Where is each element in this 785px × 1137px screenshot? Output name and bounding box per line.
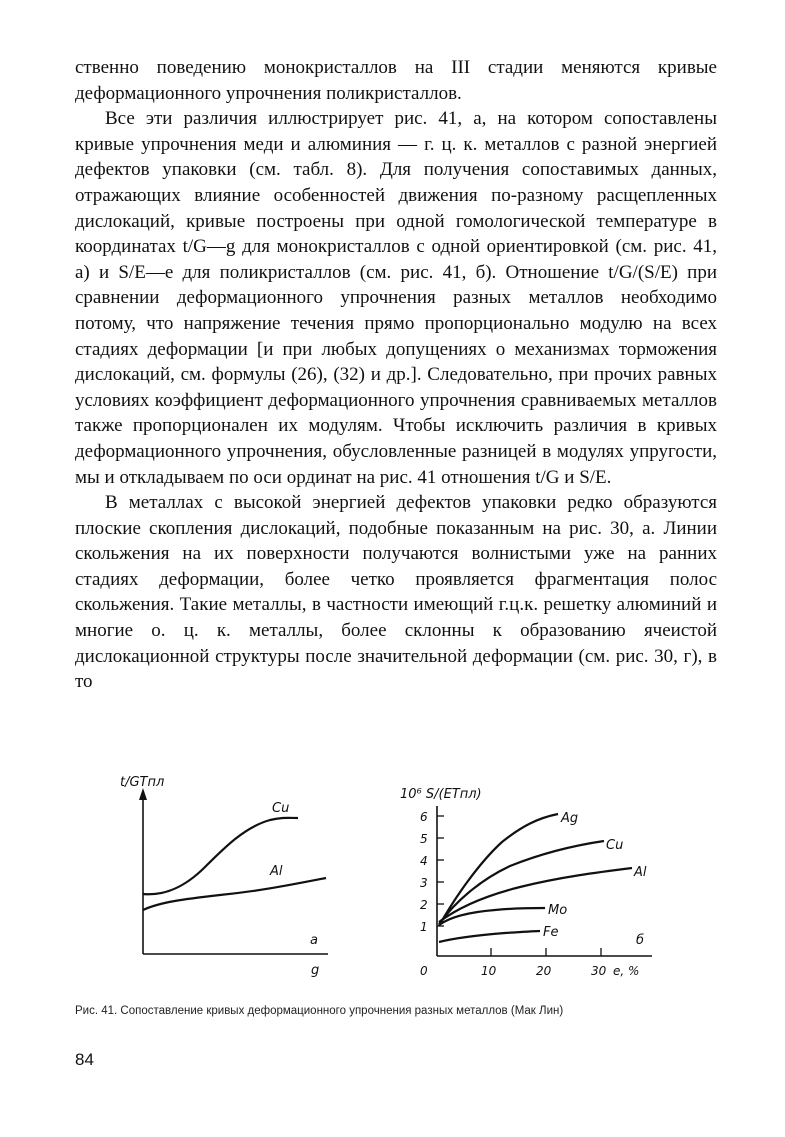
right-label-cu: Cu: [606, 838, 624, 853]
page-number: 84: [75, 1050, 94, 1069]
left-curve-al: [143, 878, 326, 910]
figure-41: [110, 772, 670, 992]
right-ylabel: 10⁶ S/(ETпл): [400, 787, 482, 802]
right-panel-label: б: [636, 933, 645, 948]
left-xlabel: g: [311, 963, 320, 978]
x-origin-label: 0: [420, 964, 428, 978]
y-tick-label-3: 3: [420, 876, 428, 890]
left-plot: [120, 775, 328, 978]
left-curve-cu: [143, 818, 298, 894]
y-tick-label-4: 4: [420, 854, 428, 868]
x-tick-label-10: 10: [481, 964, 497, 978]
x-tick-label-20: 20: [536, 964, 552, 978]
x-axis-label: e, %: [613, 964, 640, 978]
right-y-ticks: [420, 810, 444, 934]
paragraph-1: ственно поведению монокристаллов на III стадии меняются кривые деформационного упрочнения поликристаллов.: [75, 57, 717, 104]
left-label-cu: Cu: [272, 801, 290, 816]
figure-caption: Рис. 41. Сопоставление кривых деформационного упрочнения разных металлов (Мак Лин): [75, 1005, 564, 1017]
y-tick-label-1: 1: [420, 920, 428, 934]
right-plot: [400, 787, 652, 978]
y-tick-label-5: 5: [420, 832, 428, 846]
right-curve-cu: [439, 841, 604, 924]
right-label-mo: Mo: [548, 903, 568, 918]
left-ylabel: t/GTпл: [120, 775, 165, 790]
left-panel-label: а: [310, 933, 318, 948]
paragraph-2: Все эти различия иллюстрирует рис. 41, а, на котором сопоставлены кривые упрочнения меди и алюминия — г. ц. к. металлов с разной энергией дефектов упаковки (см. табл. 8). Для получения сопоставимых данных, отражающих влияние особенностей движения по-разному расщепленных дислокаций, кривые построены при одной гомологической температуре в координатах t/G—g для монокристаллов с одной ориентировкой (см. рис. 41, а) и S/E—e для поликристаллов (см. рис. 41, б). Отношение t/G/(S/E) при сравнении деформационного упрочнения разных металлов необходимо потому, что напряжение течения прямо пропорционально модулю на всех стадиях деформации [и при любых допущениях о механизмах торможения дислокаций, см. формулы (26), (32) и др.]. Следовательно, при прочих равных условиях коэффициент деформационного упрочнения сравниваемых металлов также пропорционален их модулям. Чтобы исключить различия в кривых деформационного упрочнения, обусловленные разницей в модулях упругости, мы и откладываем по оси ординат на рис. 41 отношения t/G и S/E.: [75, 108, 717, 488]
right-x-ticks: [420, 948, 639, 978]
right-label-fe: Fe: [543, 925, 559, 940]
right-curve-fe: [439, 931, 540, 942]
body-text: [75, 55, 717, 695]
y-tick-label-2: 2: [420, 898, 428, 912]
y-tick-label-6: 6: [420, 810, 428, 824]
paragraph-3: В металлах с высокой энергией дефектов упаковки редко образуются плоские скопления дислокаций, подобные показанным на рис. 30, а. Линии скольжения на их поверхности получаются волнистыми уже на ранних стадиях деформации, более четко проявляется фрагментация полос скольжения. Такие металлы, в частности имеющий г.ц.к. решетку алюминий и многие о. ц. к. металлы, более склонны к образованию ячеистой дислокационной структуры после значительной деформации (см. рис. 30, г), в то: [75, 492, 717, 693]
right-label-ag: Ag: [561, 811, 579, 826]
left-label-al: Al: [270, 864, 283, 879]
right-label-al: Al: [634, 865, 647, 880]
figure-41-svg: [110, 772, 670, 992]
x-tick-label-30: 30: [591, 964, 607, 978]
